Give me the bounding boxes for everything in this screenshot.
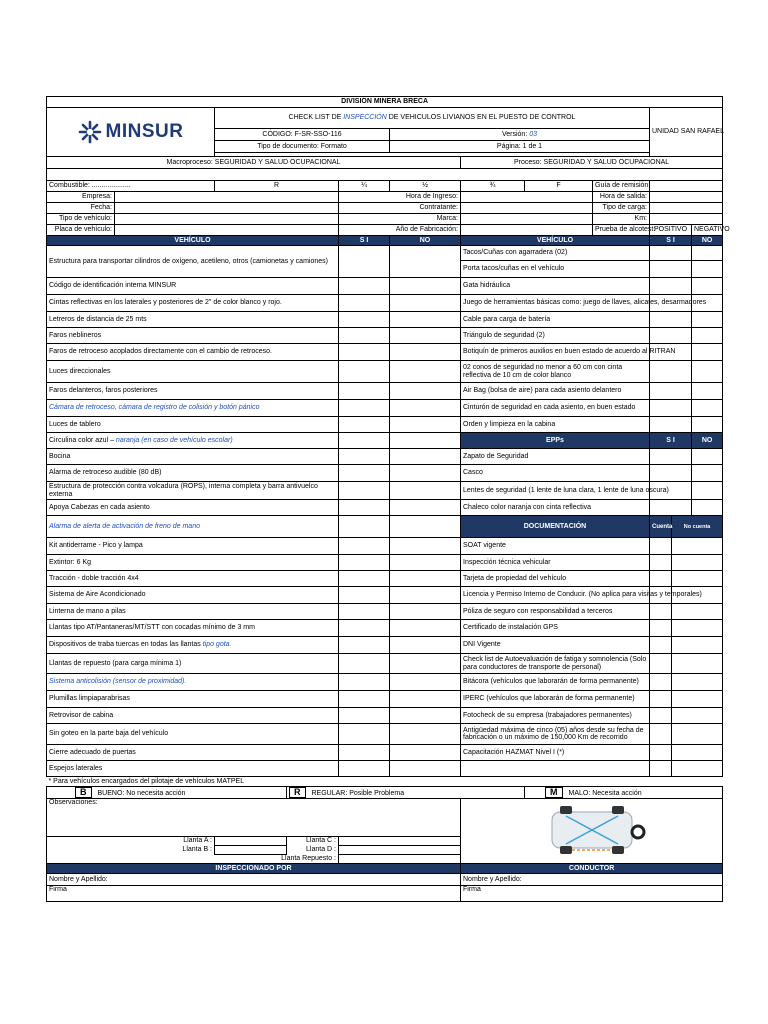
doc-cuenta[interactable] [650, 708, 672, 724]
check-si[interactable] [650, 278, 692, 295]
epps-no-header: NO [692, 433, 723, 449]
km-label: Km: [593, 214, 650, 225]
check-si[interactable] [339, 604, 390, 620]
check-no[interactable] [390, 361, 461, 383]
contratante-label: Contratante: [339, 203, 461, 214]
check-no[interactable] [692, 328, 723, 344]
check-si[interactable] [339, 482, 390, 500]
check-si[interactable] [339, 587, 390, 604]
doc-cuenta[interactable] [650, 555, 672, 571]
check-no[interactable] [692, 312, 723, 328]
check-no[interactable] [692, 278, 723, 295]
check-item: Faros neblineros [47, 328, 339, 344]
guia-field[interactable] [650, 181, 723, 192]
check-si[interactable] [650, 465, 692, 482]
check-item: Llantas de repuesto (para carga mínima 1) [47, 654, 339, 674]
alcotest-negative[interactable]: NEGATIVO [692, 225, 723, 236]
check-si[interactable] [339, 724, 390, 745]
form-title: CHECK LIST DE INSPECCIÓN DE VEHICULOS LIVIANOS EN EL PUESTO DE CONTROL [215, 108, 650, 129]
hora-salida-field[interactable] [650, 192, 723, 203]
tyre-spare-field[interactable] [339, 855, 461, 864]
epp-item: Zapato de Seguridad [461, 449, 650, 465]
check-no[interactable] [692, 417, 723, 433]
doc-item: Fotocheck de su empresa (trabajadores permanentes) [461, 708, 650, 724]
doc-no-cuenta[interactable] [672, 745, 723, 761]
tipo-carga-label: Tipo de carga: [593, 203, 650, 214]
check-si[interactable] [339, 654, 390, 674]
doc-no-cuenta[interactable] [672, 724, 723, 745]
check-si[interactable] [339, 449, 390, 465]
check-si[interactable] [650, 328, 692, 344]
good-badge: B [75, 787, 92, 798]
check-no[interactable] [390, 400, 461, 417]
check-item: Circulina color azul – naranja (en caso de vehículo escolar) [47, 433, 339, 449]
check-si[interactable] [339, 361, 390, 383]
check-no[interactable] [390, 620, 461, 637]
check-si[interactable] [339, 538, 390, 555]
tipo-vehiculo-label: Tipo de vehículo: [47, 214, 115, 225]
check-item: Alarma de retroceso audible (80 dB) [47, 465, 339, 482]
tipo-carga-field[interactable] [650, 203, 723, 214]
check-item: Estructura de protección contra volcadura (ROPS), interna completa y barra antivuelco externa [47, 482, 339, 500]
alcotest-positive[interactable]: POSITIVO [650, 225, 692, 236]
placa-field[interactable] [115, 225, 339, 236]
fuel-three-quarter[interactable]: ¾ [461, 181, 525, 192]
doc-item: Licencia y Permiso Interno de Conducir. (No aplica para visitas y temporales) [461, 587, 650, 604]
check-si[interactable] [339, 500, 390, 516]
doc-item: SOAT vigente [461, 538, 650, 555]
regular-badge: R [289, 787, 306, 798]
fuel-quarter[interactable]: ¼ [339, 181, 390, 192]
document-type: Tipo de documento: Formato [215, 141, 390, 153]
check-no[interactable] [692, 261, 723, 278]
process: Proceso: SEGURIDAD Y SALUD OCUPACIONAL [461, 157, 723, 169]
check-no[interactable] [692, 383, 723, 400]
check-no[interactable] [390, 538, 461, 555]
check-item: Retrovisor de cabina [47, 708, 339, 724]
no-header-left: NO [390, 236, 461, 246]
check-item: Faros de retroceso acoplados directamente con el cambio de retroceso. [47, 344, 339, 361]
inspector-signature-field[interactable]: Firma [47, 886, 461, 902]
vehicle-tyre-diagram-icon [538, 802, 646, 858]
empresa-field[interactable] [115, 192, 339, 203]
check-no[interactable] [692, 500, 723, 516]
vehicle-header-left: VEHÍCULO [47, 236, 339, 246]
check-no[interactable] [390, 246, 461, 278]
driver-header: CONDUCTOR [461, 864, 723, 874]
tipo-vehiculo-field[interactable] [115, 214, 339, 225]
doc-cuenta[interactable] [650, 637, 672, 654]
doc-cuenta[interactable] [650, 724, 672, 745]
check-no[interactable] [692, 344, 723, 361]
check-item: Tracción - doble tracción 4x4 [47, 571, 339, 587]
fuel-full[interactable]: F [525, 181, 593, 192]
doc-item: Antigüedad máxima de cinco (05) años desde su fecha de fabricación o un máximo de 150,000 Km de recorrido [461, 724, 650, 745]
check-no[interactable] [390, 312, 461, 328]
check-si[interactable] [339, 571, 390, 587]
doc-no-cuenta[interactable] [672, 571, 723, 587]
check-item: Llantas tipo AT/Pantaneras/MT/STT con cocadas mínimo de 3 mm [47, 620, 339, 637]
check-no[interactable] [390, 604, 461, 620]
epp-item: Chaleco color naranja con cinta reflectiva [461, 500, 650, 516]
epps-si-header: S I [650, 433, 692, 449]
unit-name: UNIDAD SAN RAFAEL [650, 108, 723, 157]
check-si[interactable] [339, 620, 390, 637]
check-si[interactable] [650, 417, 692, 433]
inspector-name-field[interactable]: Nombre y Apellido: [47, 874, 461, 886]
check-no[interactable] [692, 449, 723, 465]
check-item-right: Gata hidráulica [461, 278, 650, 295]
observations-box[interactable]: Observaciones: [47, 799, 461, 837]
check-no[interactable] [390, 761, 461, 777]
check-si[interactable] [339, 312, 390, 328]
legend-bad: M MALO: Necesita acción [525, 787, 723, 799]
doc-item: Póliza de seguro con responsabilidad a terceros [461, 604, 650, 620]
vehicle-header-right: VEHÍCULO [461, 236, 650, 246]
placa-label: Placa de vehículo: [47, 225, 115, 236]
check-si[interactable] [339, 555, 390, 571]
check-no[interactable] [390, 278, 461, 295]
check-item-right: Porta tacos/cuñas en el vehículo [461, 261, 650, 278]
check-si[interactable] [339, 383, 390, 400]
check-si[interactable] [650, 383, 692, 400]
doc-no-cuenta[interactable] [672, 691, 723, 708]
check-no[interactable] [390, 571, 461, 587]
check-item: Bocina [47, 449, 339, 465]
inspector-header: INSPECCIONADO POR [47, 864, 461, 874]
check-item: Apoya Cabezas en cada asiento [47, 500, 339, 516]
check-si[interactable] [339, 246, 390, 278]
fecha-field[interactable] [115, 203, 339, 214]
alcotest-label: Prueba de alcotest: [593, 225, 650, 236]
check-si[interactable] [650, 312, 692, 328]
tyre-diagram-cell [461, 799, 723, 864]
check-item-right: Cinturón de seguridad en cada asiento, en buen estado [461, 400, 650, 417]
check-no[interactable] [390, 555, 461, 571]
check-si[interactable] [650, 400, 692, 417]
doc-no-cuenta[interactable] [672, 654, 723, 674]
check-item: Cámara de retroceso, cámara de registro de colisión y botón pánico [47, 400, 339, 417]
doc-no-cuenta[interactable] [672, 620, 723, 637]
doc-cuenta[interactable] [650, 745, 672, 761]
doc-no-cuenta[interactable] [672, 555, 723, 571]
doc-cuenta[interactable] [650, 654, 672, 674]
tyre-a-label: Llanta A : [47, 837, 215, 846]
guia-label: Guía de remisión: [593, 181, 650, 192]
version: Versión: 03 [390, 129, 650, 141]
check-no[interactable] [390, 482, 461, 500]
check-no[interactable] [692, 465, 723, 482]
check-item: Cintas reflectivas en los laterales y posteriores de 2" de color blanco y rojo. [47, 295, 339, 312]
check-si[interactable] [339, 400, 390, 417]
check-si[interactable] [339, 328, 390, 344]
check-no[interactable] [692, 361, 723, 383]
doc-no-cuenta[interactable] [672, 637, 723, 654]
check-si[interactable] [339, 344, 390, 361]
check-si[interactable] [650, 361, 692, 383]
check-si[interactable] [339, 295, 390, 312]
check-item-right: Tacos/Cuñas con agarradera (02) [461, 246, 650, 261]
check-no[interactable] [390, 516, 461, 538]
hora-ingreso-label: Hora de Ingreso: [339, 192, 461, 203]
check-no[interactable] [390, 637, 461, 654]
tyre-d-field[interactable] [339, 846, 461, 855]
marca-field[interactable] [461, 214, 593, 225]
check-si[interactable] [650, 500, 692, 516]
check-no[interactable] [390, 465, 461, 482]
doc-cuenta[interactable] [650, 604, 672, 620]
si-header-right: S I [650, 236, 692, 246]
check-no[interactable] [390, 674, 461, 691]
check-item-right: Triángulo de seguridad (2) [461, 328, 650, 344]
tyre-c-label: Llanta C : [306, 837, 336, 845]
check-si[interactable] [339, 761, 390, 777]
doc-item: Certificado de instalación GPS [461, 620, 650, 637]
inspection-form [46, 96, 730, 902]
check-no[interactable] [390, 417, 461, 433]
fuel-label: Combustible: .................... [47, 181, 215, 192]
check-item: Extintor: 6 Kg [47, 555, 339, 571]
empresa-label: Empresa: [47, 192, 115, 203]
doc-no-cuenta[interactable] [672, 538, 723, 555]
driver-signature-field[interactable]: Firma [461, 886, 723, 902]
fuel-r[interactable]: R [215, 181, 339, 192]
doc-item: Tarjeta de propiedad del vehículo [461, 571, 650, 587]
doc-cuenta[interactable] [650, 571, 672, 587]
tyre-spare-label: Llanta Repuesto : [47, 855, 339, 864]
tyre-c-field[interactable] [339, 837, 461, 846]
check-item: Sistema de Aire Acondicionado [47, 587, 339, 604]
anio-label: Año de Fabricación: [339, 225, 461, 236]
check-item: Sistema anticolisión (sensor de proximidad). [47, 674, 339, 691]
check-no[interactable] [390, 708, 461, 724]
check-item-right: Orden y limpieza en la cabina [461, 417, 650, 433]
tyre-d-label: Llanta D : [306, 846, 336, 853]
check-item: Código de identificación interna MINSUR [47, 278, 339, 295]
tyre-b-label: Llanta B : [47, 846, 215, 855]
doc-cuenta[interactable] [650, 538, 672, 555]
doc-item: Capacitación HAZMAT Nivel I (*) [461, 745, 650, 761]
documentation-header: DOCUMENTACIÓN [461, 516, 650, 538]
check-item: Linterna de mano a pilas [47, 604, 339, 620]
check-no[interactable] [390, 328, 461, 344]
check-si[interactable] [339, 417, 390, 433]
si-header-left: S I [339, 236, 390, 246]
check-si[interactable] [339, 637, 390, 654]
check-no[interactable] [692, 400, 723, 417]
check-no[interactable] [390, 344, 461, 361]
check-si[interactable] [339, 708, 390, 724]
form-table [46, 96, 730, 902]
epp-item: Casco [461, 465, 650, 482]
check-no[interactable] [390, 295, 461, 312]
doc-item: DNI Vigente [461, 637, 650, 654]
check-no[interactable] [692, 246, 723, 261]
check-item: Sin goteo en la parte baja del vehículo [47, 724, 339, 745]
check-item: Kit antiderrame - Pico y lampa [47, 538, 339, 555]
check-si[interactable] [650, 449, 692, 465]
check-no[interactable] [390, 745, 461, 761]
check-item: Cierre adecuado de puertas [47, 745, 339, 761]
tyre-a-field[interactable] [215, 837, 287, 846]
driver-name-field[interactable]: Nombre y Apellido: [461, 874, 723, 886]
logo-text: MINSUR [105, 121, 184, 142]
macroprocess: Macroproceso: SEGURIDAD Y SALUD OCUPACIONAL [47, 157, 461, 169]
check-no[interactable] [390, 433, 461, 449]
legend-good: B BUENO: No necesita acción [47, 787, 287, 799]
check-item-right: Juego de herramientas básicas como: juego de llaves, alicates, desarmadores [461, 295, 650, 312]
check-no[interactable] [390, 587, 461, 604]
doc-no-cuenta[interactable] [672, 708, 723, 724]
doc-item: Inspección técnica vehicular [461, 555, 650, 571]
check-item-right: Air Bag (bolsa de aire) para cada asiento delantero [461, 383, 650, 400]
no-header-right: NO [692, 236, 723, 246]
doc-no-cuenta[interactable] [672, 674, 723, 691]
check-no[interactable] [692, 482, 723, 500]
division-title: DIVISIÓN MINERA BRECA [47, 97, 723, 108]
check-si[interactable] [650, 261, 692, 278]
check-si[interactable] [339, 691, 390, 708]
anio-field[interactable] [461, 225, 593, 236]
check-no[interactable] [390, 500, 461, 516]
check-item: Letreros de distancia de 25 mts [47, 312, 339, 328]
check-no[interactable] [390, 383, 461, 400]
km-field[interactable] [650, 214, 723, 225]
check-no[interactable] [390, 449, 461, 465]
check-si[interactable] [650, 246, 692, 261]
doc-no-cuenta[interactable] [672, 604, 723, 620]
doc-cuenta[interactable] [650, 674, 672, 691]
check-si[interactable] [339, 465, 390, 482]
check-no[interactable] [390, 691, 461, 708]
check-si[interactable] [339, 745, 390, 761]
fuel-half[interactable]: ½ [390, 181, 461, 192]
check-no[interactable] [390, 724, 461, 745]
check-item-right: Cable para carga de batería [461, 312, 650, 328]
doc-item: Check list de Autoevaluación de fatiga y somnolencia (Solo para conductores de transporte de personal) [461, 654, 650, 674]
check-item: Dispositivos de traba tuercas en todas las llantas tipo gota. [47, 637, 339, 654]
fecha-label: Fecha: [47, 203, 115, 214]
logo-cell [47, 108, 215, 157]
check-item-right: 02 conos de seguridad no menor a 60 cm con cinta reflectiva de 10 cm de color blanco [461, 361, 650, 383]
hora-ingreso-field[interactable] [461, 192, 593, 203]
check-item: Plumillas limpiaparabrisas [47, 691, 339, 708]
check-no[interactable] [390, 654, 461, 674]
legend-regular: R REGULAR: Posible Problema [287, 787, 525, 799]
epps-header: EPPs [461, 433, 650, 449]
code: CÓDIGO: F-SR-SSO-116 [215, 129, 390, 141]
marca-label: Marca: [339, 214, 461, 225]
bad-badge: M [545, 787, 563, 798]
check-item: Faros delanteros, faros posteriores [47, 383, 339, 400]
minsur-logo-icon [78, 120, 102, 144]
check-item: Estructura para transportar cilindros de oxígeno, acetileno, otros (camionetas y camiones) [47, 246, 339, 278]
doc-item: Bitácora (vehículos que laborarán de forma permanente) [461, 674, 650, 691]
check-si[interactable] [339, 278, 390, 295]
doc-cuenta[interactable] [650, 691, 672, 708]
no-cuenta-header: No cuenta [672, 516, 723, 538]
tyre-b-field[interactable] [215, 846, 287, 855]
check-item: Luces de tablero [47, 417, 339, 433]
doc-cuenta[interactable] [650, 620, 672, 637]
doc-item: IPERC (vehículos que laborarán de forma permanente) [461, 691, 650, 708]
contratante-field[interactable] [461, 203, 593, 214]
check-item: Espejos laterales [47, 761, 339, 777]
check-si[interactable] [339, 516, 390, 538]
cuenta-header: Cuenta [650, 516, 672, 538]
hora-salida-label: Hora de salida: [593, 192, 650, 203]
check-item: Luces direccionales [47, 361, 339, 383]
check-item: Alarma de alerta de activación de freno de mano [47, 516, 339, 538]
page-number: Página: 1 de 1 [390, 141, 650, 153]
check-si[interactable] [339, 674, 390, 691]
check-item-right: Botiquín de primeros auxilios en buen estado de acuerdo al RITRAN [461, 344, 650, 361]
check-si[interactable] [339, 433, 390, 449]
epp-item: Lentes de seguridad (1 lente de luna clara, 1 lente de luna oscura) [461, 482, 650, 500]
footnote: * Para vehículos encargados del pilotaje de vehículos MATPEL [48, 777, 245, 785]
